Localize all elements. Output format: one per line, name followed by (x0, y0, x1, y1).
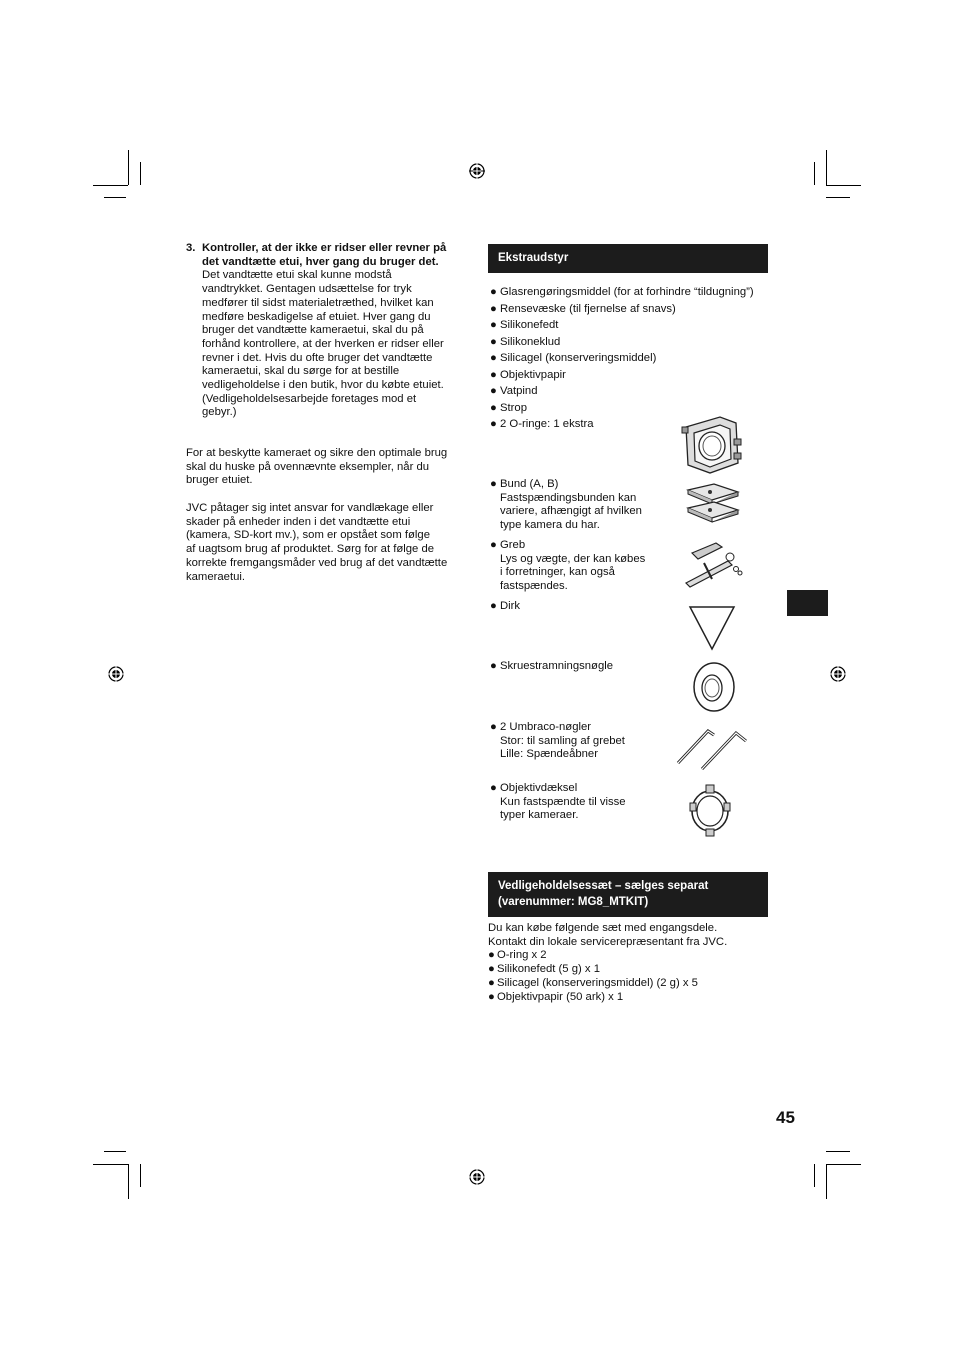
item-3-heading-line1: Kontroller, at der ikke er ridser eller revner på (202, 242, 447, 254)
grip-icon (682, 539, 746, 589)
hex-keys-icon (676, 725, 750, 771)
item-3-body-line: Det vandtætte etui skal kunne modstå (202, 269, 392, 282)
item-3-body-line: medfører til sidst materialetræthed, hvilket kan (202, 296, 434, 309)
maintenance-body (488, 922, 778, 1004)
registration-mark-left-icon (108, 666, 124, 682)
maintenance-intro: Du kan købe følgende sæt med engangsdele. (488, 922, 718, 934)
maintenance-intro: Kontakt din lokale servicerepræsentant fra JVC. (488, 935, 728, 948)
item-3 (186, 242, 476, 420)
paragraph-line: For at beskytte kameraet og sikre den optimale brug (186, 447, 448, 459)
lens-cover-icon (688, 783, 732, 837)
paragraph-line: kameraetui. (186, 570, 246, 583)
list-item: ● Silikonefedt (490, 319, 559, 331)
paragraph-line: af uagtsom brug af produktet. Sørg for at følge de (186, 543, 435, 556)
list-item: ● O-ring x 2 (488, 949, 547, 962)
accessories-heading: Ekstraudstyr (488, 244, 768, 273)
accessory-bund: ● Bund (A, B) Fastspændingsbunden kan variere, afhængigt af hvilken type kamera du har. (490, 478, 680, 533)
objektiv-desc: Kun fastspændte til visse (500, 795, 626, 808)
paragraph-line: skal du huske på ovennævnte eksempler, når du (186, 460, 430, 473)
greb-label: Greb (500, 539, 526, 551)
paragraph-disclaimer (186, 502, 476, 584)
list-item: ● Objektivpapir (50 ark) x 1 (488, 990, 624, 1003)
accessories-simple-list (490, 284, 780, 433)
maintenance-heading (488, 872, 768, 917)
paragraph-line: JVC påtager sig intet ansvar for vandlækage eller (186, 502, 434, 514)
registration-mark-top-icon (469, 163, 485, 179)
paragraph-line: (kamera, SD-kort mv.), som er opstået som følge (186, 529, 430, 542)
bund-desc: Fastspændingsbunden kan (500, 491, 637, 504)
skrue-label: Skruestramningsnøgle (500, 660, 614, 672)
item-3-number: 3. (186, 242, 196, 254)
bund-label: Bund (A, B) (500, 478, 559, 490)
list-item: ● Objektivpapir (490, 368, 566, 381)
greb-desc: Lys og vægte, der kan købes (500, 552, 646, 565)
list-item: ● Rensevæske (til fjernelse af snavs) (490, 302, 676, 315)
list-item: ● Silicagel (konserveringsmiddel) (2 g) x 5 (488, 976, 698, 989)
item-3-body-line: (Vedligeholdelsesarbejde foretages mod et (202, 392, 417, 405)
list-item: ● Silikoneklud (490, 335, 561, 348)
item-3-body-line: forhånd kontrollere, at der hverken er ridser eller (202, 337, 444, 350)
list-item: ● Silicagel (konserveringsmiddel) (490, 352, 657, 364)
item-3-heading-line2: det vandtætte etui, hver gang du bruger det. (202, 255, 439, 268)
maintenance-heading-line2: (varenummer: MG8_MTKIT) (498, 896, 649, 908)
objektiv-desc: typer kameraer. (500, 809, 579, 822)
registration-mark-bottom-icon (469, 1169, 485, 1185)
accessory-umbraco: ● 2 Umbraco-nøgler Stor: til samling af grebet Lille: Spændeåbner (490, 721, 680, 762)
page-number: 45 (776, 1108, 795, 1127)
item-3-body-line: vedligeholdelse i den butik, hvor du købte etuiet. (202, 379, 444, 392)
accessory-skrue: ● Skruestramningsnøgle (490, 660, 680, 674)
housing-frame-icon (680, 413, 744, 475)
registration-mark-right-icon (830, 666, 846, 682)
base-plates-icon (684, 482, 742, 528)
paragraph-line: bruger etuiet. (186, 474, 253, 487)
list-item: ● Silikonefedt (5 g) x 1 (488, 963, 600, 976)
umbraco-label: 2 Umbraco-nøgler (500, 721, 592, 733)
paragraph-line: skader på enheder inden i det vandtætte etui (186, 515, 411, 528)
paragraph-usage (186, 447, 476, 488)
item-3-body-line: revner i det. Hvis du ofte bruger det vandtætte (202, 351, 433, 364)
paragraph-line: korrekte fremgangsmåder ved brug af det vandtætte (186, 556, 448, 569)
bund-desc: type kamera du har. (500, 519, 600, 532)
list-item: ● Strop (490, 401, 528, 414)
list-item: ● 2 O-ringe: 1 ekstra (490, 418, 594, 430)
maintenance-heading-line1: Vedligeholdelsessæt – sælges separat (498, 880, 709, 892)
item-3-body-line: medføre beskadigelse af etuiet. Hver gang du (202, 310, 431, 323)
list-item: ● Vatpind (490, 385, 538, 397)
item-3-body-line: kameraetui, skal du sørge for at bestille (202, 365, 400, 378)
side-tab (787, 590, 828, 616)
greb-desc: fastspændes. (500, 580, 568, 593)
bund-desc: variere, afhængigt af hvilken (500, 505, 642, 518)
screw-wrench-icon (692, 661, 736, 713)
pick-icon (688, 605, 736, 651)
accessory-objektiv: ● Objektivdæksel Kun fastspændte til visse typer kameraer. (490, 782, 680, 823)
item-3-body-line: bruger det vandtætte kameraetui, skal du på (202, 324, 424, 337)
accessory-dirk: ● Dirk (490, 600, 680, 614)
accessory-greb: ● Greb Lys og vægte, der kan købes i forretninger, kan også fastspændes. (490, 539, 680, 594)
objektiv-label: Objektivdæksel (500, 782, 578, 794)
list-item: ● Glasrengøringsmiddel (for at forhindre “tildugning”) (490, 286, 754, 298)
umbraco-desc: Lille: Spændeåbner (500, 748, 598, 761)
dirk-label: Dirk (500, 600, 521, 612)
item-3-body-line: gebyr.) (202, 406, 237, 419)
greb-desc: i forretninger, kan også (500, 566, 615, 579)
umbraco-desc: Stor: til samling af grebet (500, 734, 625, 747)
item-3-body-line: vandtrykket. Gentagen udsættelse for tryk (202, 283, 412, 296)
